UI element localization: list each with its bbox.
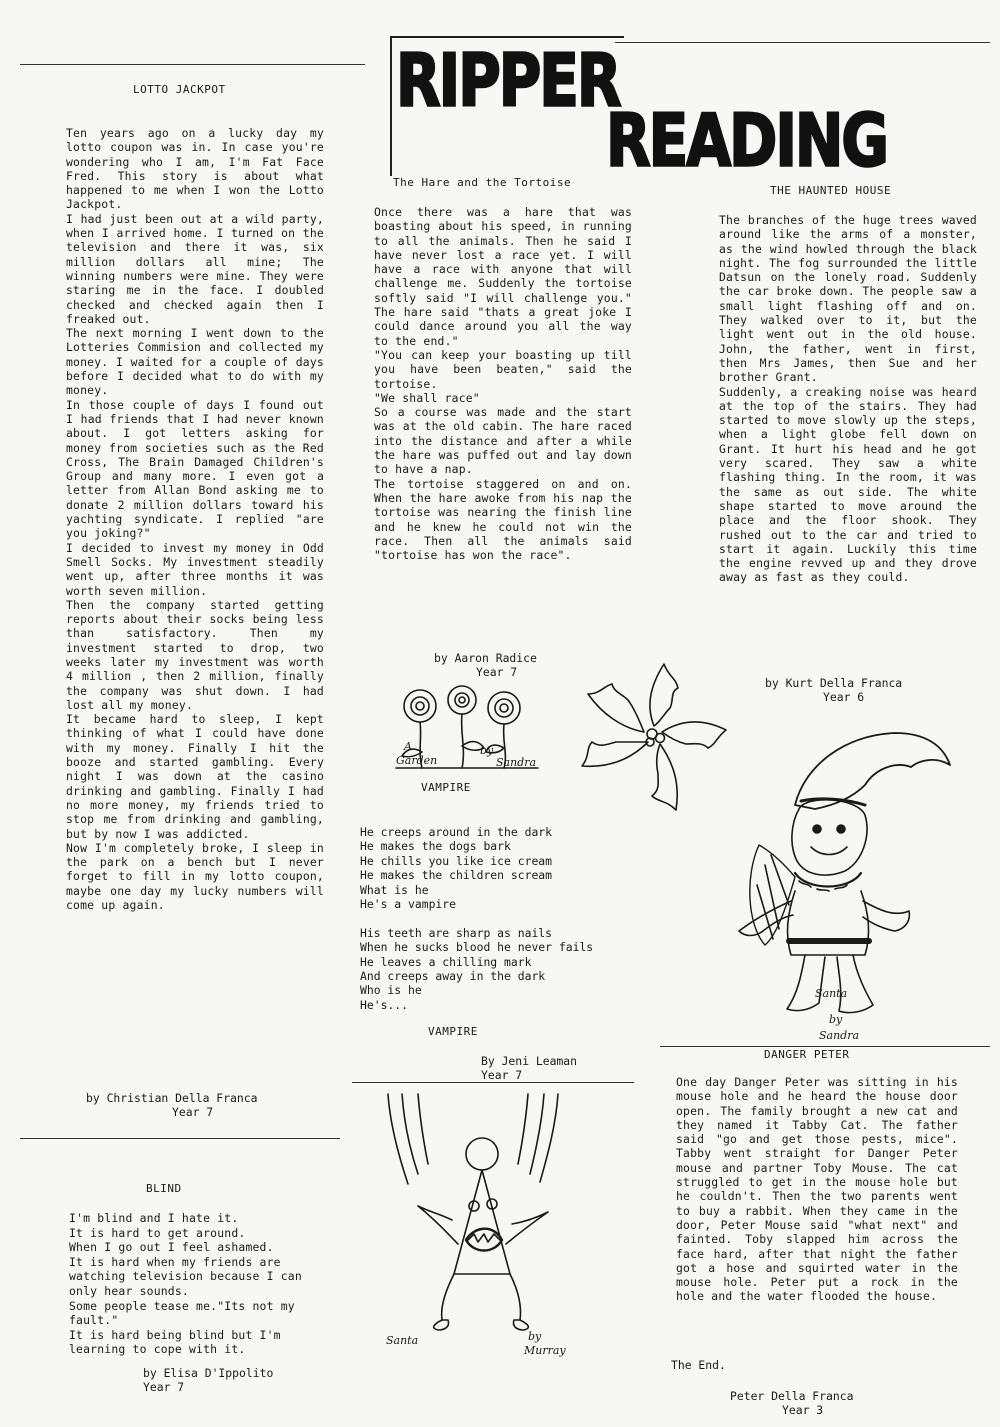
santa-sandra-label: Santa: [815, 987, 848, 1000]
lotto-author: by Christian Della Franca: [86, 1091, 258, 1105]
hare-body: Once there was a hare that was boasting about his speed, in running to all the animals. Then he said I have never lost a race yet. I will have a race with anyone that will challenge me. Suddenly the tortoise softly said "I will challenge you." The hare said "thats a great joke I could dance around you all the way to the end." "You can keep your boasting up till you have been beaten," said the tortoise. "We shall race" So a course was made and the start was at the old cabin. The hare raced into the distance and after a while the hare was puffed out and lay down to have a nap. The tortoise staggered on and on. When the hare awoke from his nap the tortoise was nearing the finish line and he knew he could not win the race. Then all the animals said "tortoise has won the race".: [374, 205, 632, 563]
santa-murray-label: Santa: [386, 1334, 419, 1347]
santa-sandra-by: by: [829, 1013, 843, 1026]
santa-murray-drawing: [378, 1094, 578, 1369]
hare-year: Year 7: [476, 665, 518, 680]
vampire-author: By Jeni Leaman: [481, 1054, 578, 1068]
lotto-body: Ten years ago on a lucky day my lotto coupon was in. In case you're wondering who I am, I'm Fat Face Fred. This story is about what happened to me when I won the Lotto Jackpot. I had just been out at a wild party, when I arrived home. I turned on the television and there it was, six million dollars all mine; The winning numbers were mine. They were staring me in the face. I doubled checked and checked again then I freaked out. The next morning I went down to the Lotteries Commision and collected my money. I waited for a couple of days before I decided what to do with my money. In those couple of days I found out I had friends that I had never known about. I got letters asking for money from societies such as the Red Cross, The Brain Damaged Children's Group and many more. I even got a letter from Allan Bond asking me to donate 2 million dollars toward his yachting syndicate. I replied "are you joking?" I decided to invest my money in Odd Smell Socks. My investment steadily went up, after three months it was worth seven million. Then the company started getting reports about their socks being less than satisfactory. Then my investment started to drop, two weeks later my investment was worth 4 million , then 2 million, finally the company was shut down. I had lost all my money. It became hard to sleep, I kept thinking of what I could have done with my money. Finally I hit the booze and started gambling. Every night I was down at the casino drinking and gambling. Finally I had no more money, my friends tried to stop me from drinking and gambling, but by now I was addicted. Now I'm completely broke, I sleep in the park on a bench but I never forget to fill in my lotto coupon, maybe one day my lucky numbers will come up again.: [66, 126, 324, 913]
danger-body: One day Danger Peter was sitting in his mouse hole and he heard the house door open. The family brought a new cat and they named it Tabby Cat. The father said "go and get those pests, mice". Tabby went straight for Danger Peter mouse and partner Toby Mouse. The cat struggled to get in the mouse hole but he couldn't. Then the two parents went to buy a rabbit. When they came in the door, Peter Mouse said "what next" and fainted. Toby slapped him across the face hard, after that night the father got a hose and squirted water in the mouse hole. Peter put a rock in the hole and the water flooded the house.: [676, 1075, 958, 1304]
mid-left-rule: [20, 1138, 340, 1139]
masthead-ripper: RIPPER: [396, 37, 620, 123]
hare-byline: [434, 651, 537, 680]
hare-author: by Aaron Radice: [434, 651, 537, 665]
haunted-title: THE HAUNTED HOUSE: [770, 184, 892, 197]
vampire-answer: VAMPIRE: [428, 1025, 478, 1038]
garden-drawing: [392, 682, 542, 772]
haunted-body: The branches of the huge trees waved around like the arms of a monster, as the wind howled through the black night. The fog surrounded the little Datsun on the lonely road. Suddenly the car broke down. The people saw a small light flashing off and on. They walked over to it, but the light went out in the old house. John, the father, went in first, then Mrs James, then Sue and her brother Grant. Suddenly, a creaking noise was heard at the top of the stairs. They had started to move slowly up the steps, when a light globe fell down on Grant. It hurt his head and he got very scared. They saw a white flashing thing. In the room, it was the same as out side. The white shape started to move around the place and the floor shook. They rushed out to the car and tried to start it again. Luckily this time the engine revved up and they drove away as fast as they could.: [719, 213, 977, 585]
danger-author: Peter Della Franca: [730, 1389, 854, 1403]
santa-sandra-artist: Sandra: [819, 1029, 860, 1042]
top-left-rule: [20, 64, 365, 65]
garden-caption-garden: Garden: [396, 754, 438, 767]
haunted-year: Year 6: [823, 690, 865, 705]
masthead-reading: READING: [606, 97, 888, 183]
lotto-year: Year 7: [172, 1105, 214, 1120]
vampire-byline: [481, 1054, 577, 1083]
blind-author: by Elisa D'Ippolito: [143, 1366, 274, 1380]
danger-title: DANGER PETER: [764, 1048, 850, 1061]
santa-murray-by: by: [528, 1330, 542, 1343]
danger-end: The End.: [671, 1358, 726, 1372]
santa-sandra-drawing: [725, 705, 965, 1045]
danger-byline: [730, 1389, 853, 1418]
blind-byline: [143, 1366, 273, 1395]
haunted-author: by Kurt Della Franca: [765, 676, 903, 690]
blind-body: I'm blind and I hate it. It is hard to get around. When I go out I feel ashamed. It is hard when my friends are watching television because I can only hear sounds. Some people tease me."Its not my fault." It is hard being blind but I'm learning to cope with it.: [69, 1211, 302, 1357]
blind-title: BLIND: [146, 1182, 182, 1195]
danger-year: Year 3: [782, 1403, 824, 1418]
vampire-year: Year 7: [481, 1068, 523, 1083]
blind-year: Year 7: [143, 1380, 185, 1395]
vampire-title: VAMPIRE: [421, 781, 471, 794]
vampire-poem: He creeps around in the dark He makes the dogs bark He chills you like ice cream He makes the children scream What is he He's a vampire His teeth are sharp as nails When he sucks blood he never fails He leaves a chilling mark And creeps away in the dark Who is he He's...: [360, 825, 594, 1012]
santa-murray-artist: Murray: [524, 1344, 566, 1357]
top-right-rule: [615, 42, 990, 43]
holly-drawing: [570, 650, 730, 820]
garden-caption-by: by: [480, 744, 494, 757]
garden-caption-a: A: [404, 740, 412, 753]
lotto-byline: [86, 1091, 257, 1120]
mid-right-rule: [660, 1046, 990, 1047]
garden-caption-sandra: Sandra: [496, 756, 537, 769]
hare-title: The Hare and the Tortoise: [393, 176, 572, 189]
lotto-title: LOTTO JACKPOT: [133, 83, 226, 96]
haunted-byline: [765, 676, 902, 705]
